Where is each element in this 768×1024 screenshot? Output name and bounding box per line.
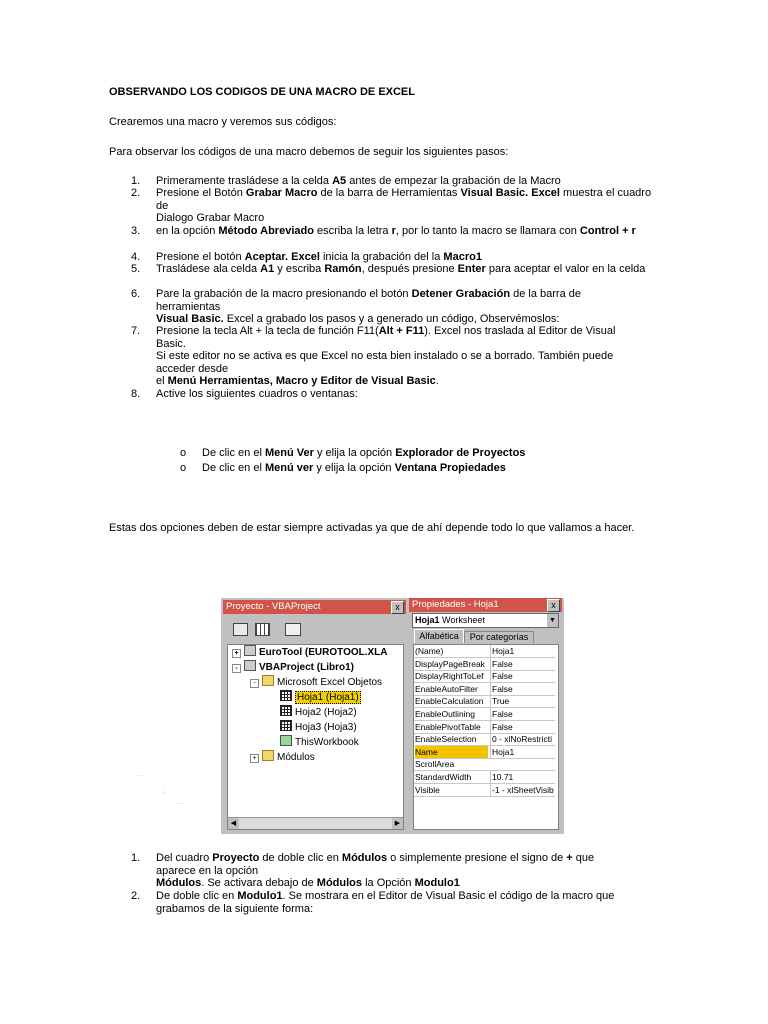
property-name: DisplayPageBreak bbox=[415, 658, 485, 669]
tree-item[interactable]: Hoja1 (Hoja1) bbox=[280, 690, 361, 705]
artifact-dots: · · bbox=[178, 801, 184, 807]
property-name: DisplayRightToLef bbox=[415, 671, 484, 682]
properties-title: Propiedades - Hoja1 bbox=[412, 599, 499, 610]
properties-window bbox=[409, 598, 562, 832]
property-value[interactable]: False bbox=[490, 683, 557, 695]
property-name: EnableSelection bbox=[415, 734, 477, 745]
list-number: 2. bbox=[131, 187, 141, 199]
tree-item[interactable]: + EuroTool (EUROTOOL.XLA bbox=[232, 645, 388, 660]
property-row[interactable] bbox=[414, 733, 555, 746]
property-value[interactable]: 0 - xlNoRestricti bbox=[490, 733, 557, 745]
list-number: 5. bbox=[131, 263, 141, 275]
list-number: 4. bbox=[131, 251, 141, 263]
list-number: 1. bbox=[131, 175, 141, 187]
bullet-mark: o bbox=[180, 447, 187, 459]
vba-editor-screenshot bbox=[221, 598, 564, 834]
project-explorer-title: Proyecto - VBAProject bbox=[226, 601, 321, 612]
folder-icon bbox=[262, 750, 274, 761]
list-number: 1. bbox=[131, 852, 141, 864]
property-name: EnableCalculation bbox=[415, 696, 484, 707]
scroll-right-icon[interactable]: ▶ bbox=[392, 818, 403, 829]
list-item: Active los siguientes cuadros o ventanas: bbox=[156, 388, 358, 400]
view-object-icon[interactable] bbox=[255, 623, 270, 636]
project-tree bbox=[227, 644, 404, 830]
list-item: De doble clic en Modulo1. Se mostrara en el Editor de Visual Basic el código de la macro que grabamos de la siguiente forma: bbox=[156, 890, 615, 915]
horizontal-scrollbar[interactable] bbox=[228, 817, 403, 829]
tree-item[interactable]: Hoja3 (Hoja3) bbox=[280, 720, 357, 735]
scroll-left-icon[interactable]: ◀ bbox=[228, 818, 239, 829]
sheet-icon bbox=[280, 705, 292, 716]
folder-icon bbox=[262, 675, 274, 686]
expand-icon: + bbox=[232, 649, 241, 658]
tab-alfabetica[interactable]: Alfabética bbox=[414, 629, 464, 643]
property-value[interactable]: Hoja1 bbox=[490, 645, 557, 657]
property-value[interactable]: False bbox=[490, 670, 557, 682]
workbook-icon bbox=[280, 735, 292, 746]
list-number: 6. bbox=[131, 288, 141, 300]
property-row[interactable] bbox=[414, 670, 555, 683]
property-row[interactable] bbox=[414, 708, 555, 721]
property-name: Name bbox=[415, 746, 488, 758]
list-number: 3. bbox=[131, 225, 141, 237]
artifact-dots: : bbox=[164, 789, 166, 795]
close-button[interactable]: x bbox=[547, 599, 560, 612]
tree-item[interactable]: - VBAProject (Libro1) bbox=[232, 660, 354, 675]
property-name: EnableAutoFilter bbox=[415, 683, 478, 694]
toggle-folders-icon[interactable] bbox=[285, 623, 301, 636]
list-number: 7. bbox=[131, 325, 141, 337]
property-value[interactable]: 10.71 bbox=[490, 771, 557, 783]
bullet-item: De clic en el Menú ver y elija la opción Ventana Propiedades bbox=[202, 462, 506, 474]
view-code-icon[interactable] bbox=[233, 623, 248, 636]
property-row[interactable] bbox=[414, 758, 555, 771]
sheet-icon bbox=[280, 720, 292, 731]
list-item: Presione el botón Aceptar. Excel inicia la grabación del la Macro1 bbox=[156, 251, 482, 263]
tree-item[interactable]: Hoja2 (Hoja2) bbox=[280, 705, 357, 720]
intro-paragraph: Crearemos una macro y veremos sus códigos: bbox=[109, 116, 337, 128]
property-row[interactable] bbox=[414, 784, 555, 797]
project-explorer-window bbox=[223, 600, 406, 832]
property-name: EnableOutlining bbox=[415, 709, 476, 719]
list-item: en la opción Método Abreviado escriba la letra r, por lo tanto la macro se llamara con Control + r bbox=[156, 225, 636, 237]
property-value[interactable]: False bbox=[490, 721, 557, 733]
tree-item[interactable]: ThisWorkbook bbox=[280, 735, 359, 750]
property-value[interactable]: False bbox=[490, 658, 557, 670]
page-title: OBSERVANDO LOS CODIGOS DE UNA MACRO DE EXCEL bbox=[109, 86, 415, 98]
bullet-mark: o bbox=[180, 462, 187, 474]
property-name: Visible bbox=[415, 784, 440, 795]
property-value[interactable]: True bbox=[490, 695, 557, 707]
tree-item[interactable]: - Microsoft Excel Objetos bbox=[250, 675, 382, 690]
project-explorer-titlebar bbox=[223, 600, 406, 614]
list-item: Presione la tecla Alt + la tecla de función F11(Alt + F11). Excel nos traslada al Editor de Visual Basic. Si este editor no se activa es que Excel no esta bien instalado o se a borrado. También puede acceder desde el Menú Herramientas, Macro y Editor de Visual Basic. bbox=[156, 325, 616, 388]
property-name: ScrollArea bbox=[415, 759, 455, 770]
collapse-icon: - bbox=[232, 664, 241, 673]
list-number: 2. bbox=[131, 890, 141, 902]
instructions-paragraph: Para observar los códigos de una macro debemos de seguir los siguientes pasos: bbox=[109, 146, 509, 158]
property-row[interactable] bbox=[414, 746, 555, 759]
property-name: StandardWidth bbox=[415, 772, 472, 782]
list-item: Pare la grabación de la macro presionando el botón Detener Grabación de la barra de herramientas Visual Basic. Excel a grabado los pasos y a generado un código, Observémoslos: bbox=[156, 288, 581, 326]
property-row[interactable] bbox=[414, 721, 555, 734]
property-value[interactable]: -1 - xlSheetVisib bbox=[490, 784, 557, 796]
property-name: (Name) bbox=[415, 646, 444, 656]
tree-item[interactable]: + Módulos bbox=[250, 750, 315, 765]
object-selector[interactable]: Hoja1 Worksheet ▼ bbox=[412, 613, 559, 628]
property-row[interactable] bbox=[414, 771, 555, 784]
list-item: Presione el Botón Grabar Macro de la barra de Herramientas Visual Basic. Excel muestra el cuadro de Dialogo Grabar Macro bbox=[156, 187, 652, 225]
list-item: Primeramente trasládese a la celda A5 antes de empezar la grabación de la Macro bbox=[156, 175, 561, 187]
collapse-icon: - bbox=[250, 679, 259, 688]
list-item: Del cuadro Proyecto de doble clic en Módulos o simplemente presione el signo de + que aparece en la opción Módulos. Se activara debajo de Módulos la Opción Modulo1 bbox=[156, 852, 595, 890]
property-name: EnablePivotTable bbox=[415, 721, 481, 732]
property-value[interactable]: False bbox=[490, 708, 557, 720]
project-icon bbox=[244, 645, 256, 656]
bullet-item: De clic en el Menú Ver y elija la opción Explorador de Proyectos bbox=[202, 447, 526, 459]
project-icon bbox=[244, 660, 256, 671]
close-button[interactable]: x bbox=[391, 601, 404, 614]
sheet-icon bbox=[280, 690, 292, 701]
property-row[interactable] bbox=[414, 658, 555, 671]
chevron-down-icon[interactable]: ▼ bbox=[547, 614, 558, 627]
property-row[interactable] bbox=[414, 695, 555, 708]
expand-icon: + bbox=[250, 754, 259, 763]
properties-titlebar bbox=[409, 598, 562, 612]
property-value[interactable]: Hoja1 bbox=[490, 746, 557, 758]
list-number: 8. bbox=[131, 388, 141, 400]
artifact-dots: · · bbox=[138, 773, 144, 779]
tab-por-categorias[interactable]: Por categorías bbox=[464, 631, 534, 643]
properties-grid bbox=[413, 644, 559, 830]
closing-paragraph: Estas dos opciones deben de estar siempre activadas ya que de ahí depende todo lo que vallamos a hacer. bbox=[109, 522, 635, 534]
property-row[interactable] bbox=[414, 645, 555, 658]
list-item: Trasládese ala celda A1 y escriba Ramón, después presione Enter para aceptar el valor en la celda bbox=[156, 263, 646, 275]
property-row[interactable] bbox=[414, 683, 555, 696]
